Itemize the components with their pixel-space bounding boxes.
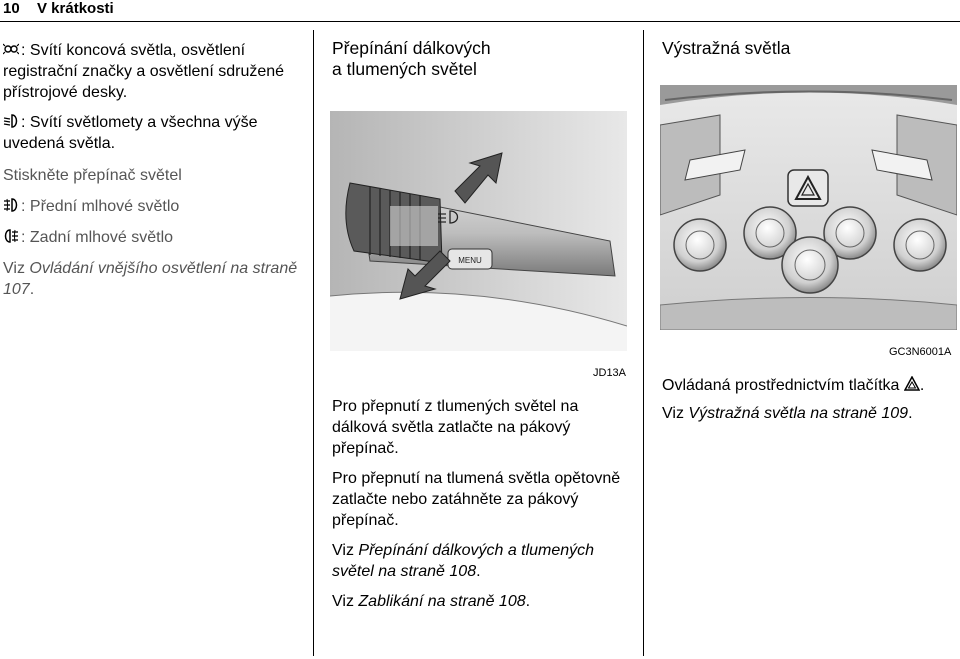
rear-fog-icon	[3, 228, 19, 244]
see-prefix: Viz	[332, 593, 359, 610]
page-header	[0, 0, 960, 22]
hazard-para-1-suffix: .	[919, 377, 925, 394]
see-prefix: Viz	[332, 542, 359, 559]
hazard-para-1-text: Ovládaná prostřednictvím tlačítka	[662, 377, 900, 394]
tail-lamps-item	[3, 40, 303, 103]
low-beam-icon	[3, 113, 19, 129]
see-exterior-lighting	[3, 258, 303, 300]
beam-para-1: Pro přepnutí z tlumených světel na dálková světla zatlačte na pákový přepínač.	[332, 398, 579, 457]
press-switch-text: Stiskněte přepínač světel	[3, 167, 182, 184]
see-flash	[332, 591, 634, 612]
page-number: 10	[3, 0, 20, 17]
heading-line-2: a tlumených světel	[332, 59, 477, 79]
figure-code-jd13a: JD13A	[593, 367, 627, 379]
see-beam-switch	[332, 540, 634, 582]
see-beam-switch-link[interactable]: Přepínání dálkových a tlumených světel na straně 108	[332, 542, 595, 580]
see-suffix: .	[476, 563, 481, 580]
figure-hazard-button	[660, 85, 957, 330]
section-title: V krátkosti	[37, 0, 114, 17]
column-divider-1	[313, 30, 314, 656]
rear-fog-text: : Zadní mlhové světlo	[21, 229, 174, 246]
headlights-text: : Svítí světlomety a všechna výše uvedená světla.	[3, 114, 258, 152]
heading-beam-switch	[332, 38, 632, 80]
column-divider-2	[643, 30, 644, 656]
menu-button-label: MENU	[458, 256, 482, 265]
front-fog-icon	[3, 197, 19, 213]
see-hazard-lights	[662, 403, 957, 424]
front-fog-item	[3, 196, 303, 217]
see-suffix: .	[525, 593, 531, 610]
figure-code-gc3n6001a: GC3N6001A	[889, 346, 952, 358]
heading-hazard-lights: Výstražná světla	[662, 38, 791, 58]
front-fog-text: : Přední mlhové světlo	[21, 198, 180, 215]
see-suffix: .	[908, 405, 913, 422]
heading-line-1: Přepínání dálkových	[332, 38, 491, 58]
see-exterior-lighting-link[interactable]: Ovládání vnějšího osvětlení na straně 107	[3, 260, 298, 298]
column-beam-switch	[332, 396, 634, 612]
hazard-triangle-icon	[904, 376, 920, 392]
hazard-para-1	[662, 375, 957, 396]
see-flash-link[interactable]: Zablikání na straně 108	[358, 593, 526, 610]
headlights-item	[3, 112, 303, 154]
see-prefix: Viz	[3, 260, 30, 277]
tail-lamp-icon	[3, 41, 19, 57]
column-hazard-lights	[662, 375, 957, 424]
rear-fog-item	[3, 227, 303, 248]
tail-lamps-text: : Svítí koncová světla, osvětlení registrační značky a osvětlení sdružené přístrojové desky.	[3, 42, 285, 101]
see-hazard-lights-link[interactable]: Výstražná světla na straně 109	[688, 405, 909, 422]
beam-para-2: Pro přepnutí na tlumená světla opětovně zatlačte nebo zatáhněte za pákový přepínač.	[332, 470, 621, 529]
column-exterior-lights	[3, 40, 303, 300]
figure-beam-stalk	[330, 111, 627, 351]
see-suffix: .	[29, 281, 35, 298]
header-rule	[0, 21, 960, 22]
see-prefix: Viz	[662, 405, 689, 422]
